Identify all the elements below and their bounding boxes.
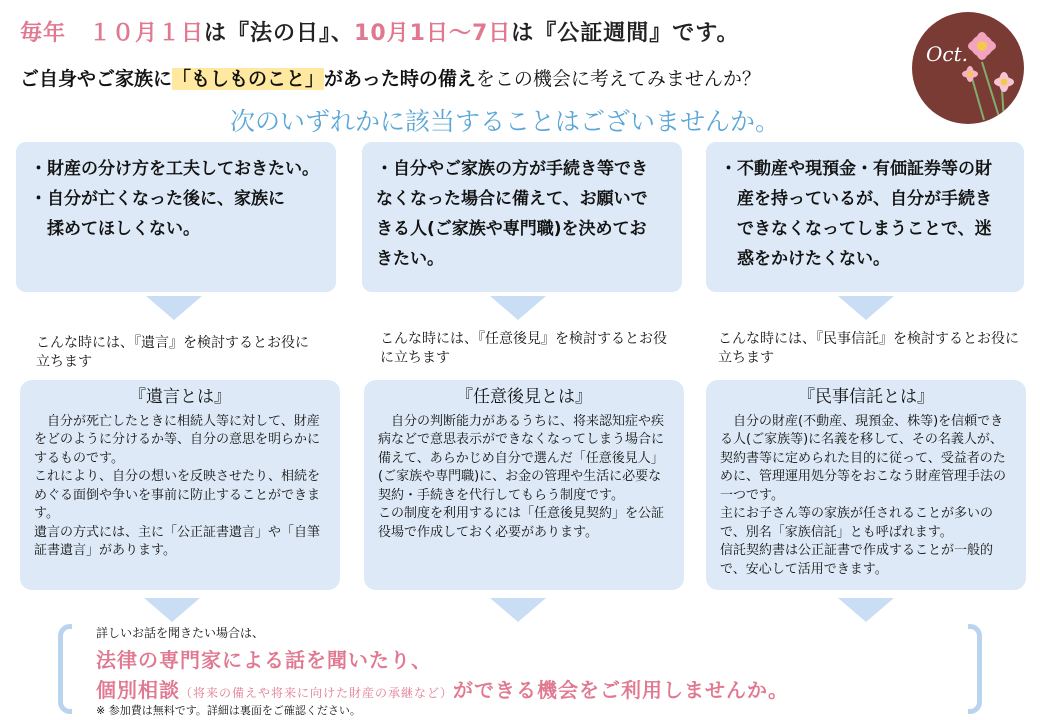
definition-box-trust [706, 380, 1026, 590]
situation-line: 揉めてほしくない。 [30, 219, 200, 239]
bottom-line-1: 法律の専門家による話を聞いたり、 [96, 648, 432, 672]
definition-title-will: 『遺言とは』 [129, 387, 231, 407]
situation-line: きたい。 [376, 249, 444, 269]
october-flower-logo [912, 12, 1024, 124]
down-arrow-icon [838, 296, 894, 320]
down-arrow-icon [146, 296, 202, 320]
right-bracket [968, 624, 982, 714]
cosmos-flower-icon [912, 12, 1024, 124]
situation-line: ・自分やご家族の方が手続き等でき [376, 159, 648, 179]
definition-body-will: 自分が死亡したときに相続人等に対して、財産をどのように分けるか等、自分の意思を明らかにするものです。 これにより、自分の想いを反映させたり、相続をめぐる面倒や争いを事前に防止することができます。 遺言の方式には、主に「公正証書遺言」や「自筆証書遺言」があります。 [34, 413, 321, 558]
logo-text: Oct. [926, 42, 968, 66]
subheadline-part-1: ご自身やご家族に [20, 68, 173, 90]
headline-text-2: は『公証週間』です。 [511, 21, 740, 46]
subheadline [20, 64, 761, 91]
down-arrow-icon [144, 598, 200, 622]
bottom-line-2 [96, 674, 789, 703]
down-arrow-icon [838, 598, 894, 622]
bottom-line-2a: 個別相談 [96, 678, 180, 702]
definition-title-guardianship: 『任意後見とは』 [456, 387, 592, 407]
situation-box-will [16, 142, 336, 292]
definition-body-guardianship: 自分の判断能力があるうちに、将来認知症や疾病などで意思表示ができなくなってしまう場合に備えて、あらかじめ自分で選んだ「任意後見人」(ご家族や専門職)に、お金の管理や生活に必要な契約・手続きを代行してもらう制度です。 この制度を利用するには「任意後見契約」を公証役場で作成しておく必要があります。 [378, 413, 665, 540]
bottom-line-2c: ができる機会をご利用しませんか。 [453, 678, 790, 702]
advice-trust: こんな時には、『民事信託』を検討するとお役に立ちます [718, 331, 1019, 366]
down-arrow-icon [490, 296, 546, 320]
subheadline-part-3: があった時の備え [324, 68, 476, 90]
headline-text-1: は『法の日』、 [204, 21, 355, 46]
left-bracket [58, 624, 72, 714]
situation-line: できなくなってしまうことで、迷 [720, 219, 992, 239]
situation-line: きる人(ご家族や専門職)を決めてお [376, 219, 647, 239]
bottom-intro: 詳しいお話を聞きたい場合は、 [96, 626, 265, 640]
headline-date-2: 10月1日～7日 [354, 21, 512, 46]
situation-line: ・不動産や現預金・有価証券等の財 [720, 159, 992, 179]
advice-will: こんな時には、『遺言』を検討するとお役に立ちます [36, 335, 309, 370]
down-arrow-icon [490, 598, 546, 622]
bottom-note: ※ 参加費は無料です。詳細は裏面をご確認ください。 [96, 704, 361, 717]
situation-line: なくなった場合に備えて、お願いで [376, 189, 648, 209]
situation-line: 惑をかけたくない。 [720, 249, 890, 269]
situation-line: ・財産の分け方を工夫しておきたい。 [30, 159, 319, 179]
headline-date-1: 毎年 １０月１日 [20, 21, 205, 46]
definition-box-will [20, 380, 340, 590]
situation-line: ・自分が亡くなった後に、家族に [30, 189, 285, 209]
subheadline-highlight: 「もしものこと」 [172, 68, 325, 90]
definition-box-guardianship [364, 380, 684, 590]
situation-box-guardianship [362, 142, 682, 292]
situation-line: 産を持っているが、自分が手続き [720, 189, 992, 209]
definition-title-trust: 『民事信託とは』 [798, 387, 934, 407]
headline-dates [20, 16, 740, 47]
definition-body-trust: 自分の財産(不動産、現預金、株等)を信頼できる人(ご家族等)に名義を移して、その名義人が、契約書等に定められた目的に従って、受益者のために、管理運用処分等をおこなう財産管理手法の一つです。 主にお子さん等の家族が任されることが多いので、別名「家族信託」とも呼ばれます。 信託契約書は公正証書で作成することが一般的で、安心して活用できます。 [720, 413, 1007, 577]
subheadline-part-4: をこの機会に考えてみませんか？ [475, 68, 761, 90]
question-heading: 次のいずれかに該当することはございませんか。 [230, 107, 781, 136]
bottom-line-2b: （将来の備えや将来に向けた財産の承継など） [180, 686, 454, 700]
advice-guardianship: こんな時には、『任意後見』を検討するとお役に立ちます [380, 331, 667, 366]
situation-box-trust [706, 142, 1024, 292]
